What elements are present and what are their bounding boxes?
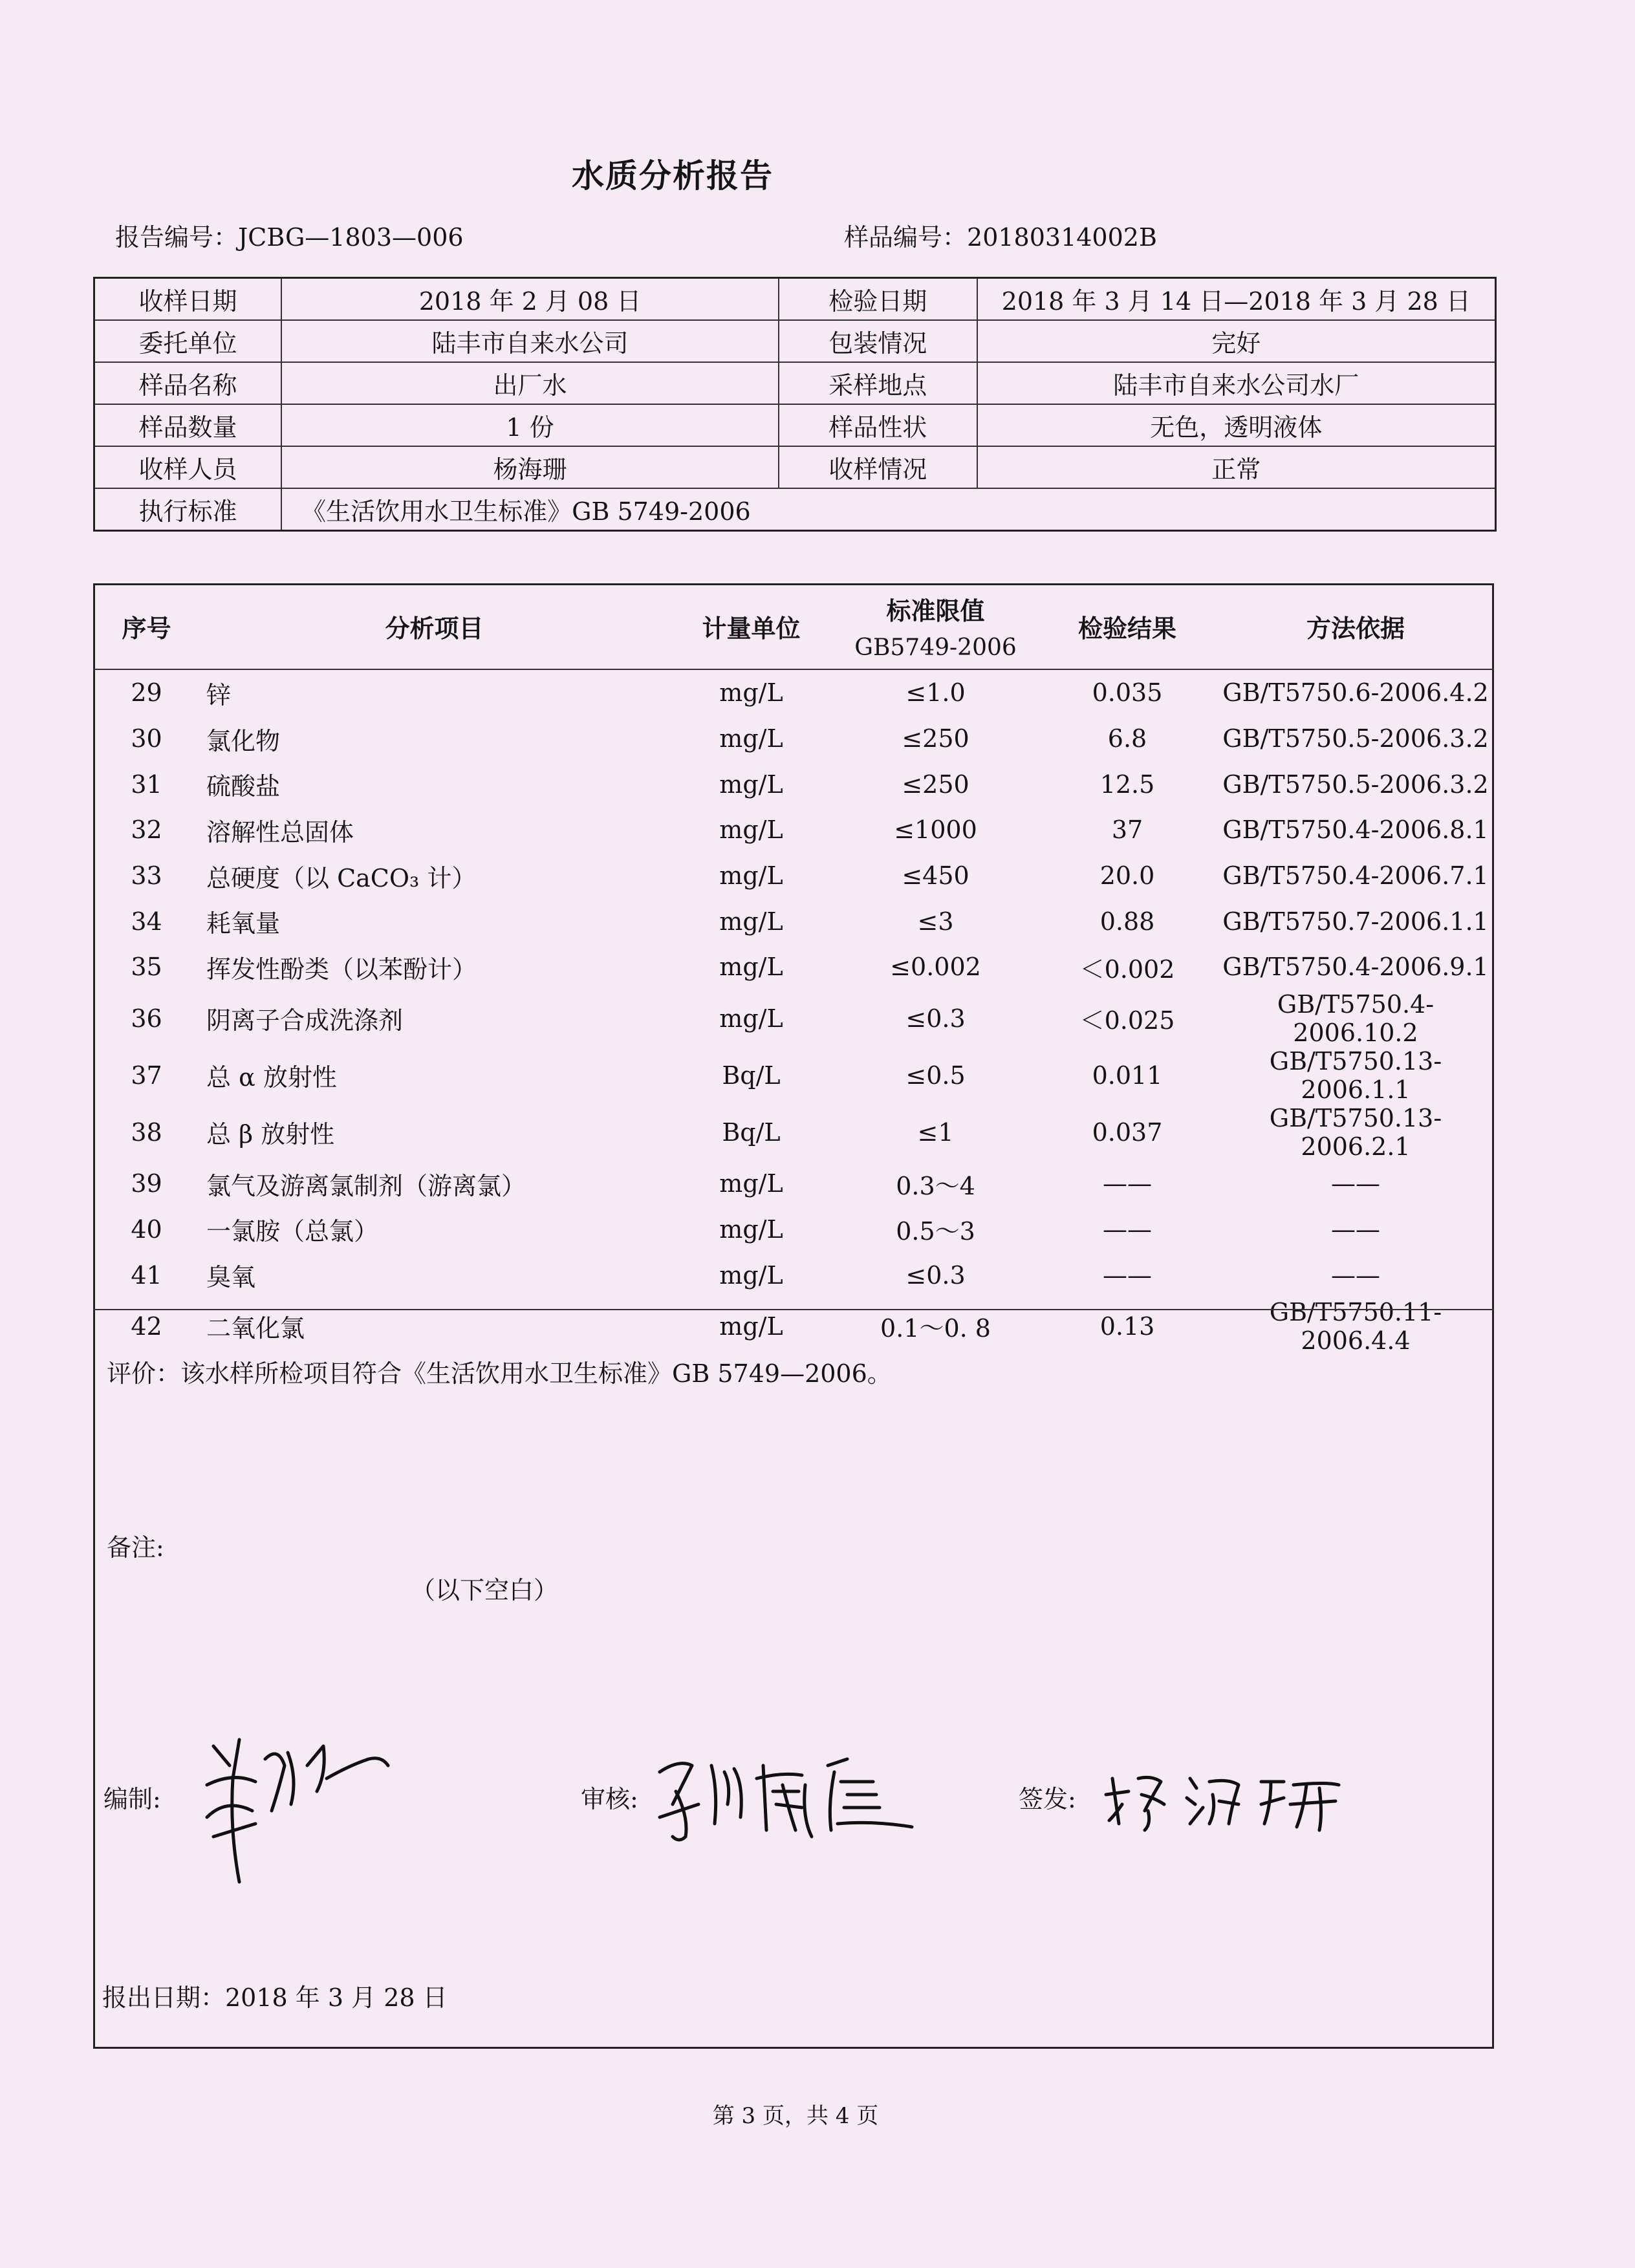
table-row bbox=[93, 1104, 1494, 1161]
info-value: 1 份 bbox=[281, 404, 779, 446]
results-divider bbox=[93, 1309, 1494, 1310]
item-unit: mg/L bbox=[719, 1312, 783, 1341]
reviewer-label: 审核: bbox=[581, 1785, 638, 1813]
report-date: 报出日期：2018 年 3 月 28 日 bbox=[102, 1983, 448, 2012]
standard-value: 《生活饮用水卫生标准》GB 5749-2006 bbox=[281, 488, 1495, 531]
item-no: 32 bbox=[131, 815, 162, 845]
item-limit: ≤1 bbox=[917, 1118, 954, 1147]
col-header-method: 方法依据 bbox=[1217, 583, 1494, 669]
item-unit: mg/L bbox=[719, 1260, 783, 1290]
item-no: 31 bbox=[131, 770, 162, 799]
info-label: 样品性状 bbox=[779, 404, 977, 446]
item-no: 33 bbox=[131, 861, 162, 891]
item-unit: mg/L bbox=[719, 770, 783, 799]
col-header-no: 序号 bbox=[93, 583, 200, 669]
item-method: —— bbox=[1331, 1215, 1380, 1244]
item-no: 40 bbox=[131, 1215, 162, 1244]
item-result: 12.5 bbox=[1099, 770, 1155, 799]
info-value: 陆丰市自来水公司 bbox=[281, 320, 779, 362]
item-method: GB/T5750.5-2006.3.2 bbox=[1222, 724, 1489, 753]
item-limit: 0.1～0. 8 bbox=[880, 1314, 991, 1343]
item-no: 30 bbox=[131, 724, 162, 753]
item-method: GB/T5750.4-2006.10.2 bbox=[1277, 989, 1435, 1047]
results-table bbox=[93, 583, 1494, 1355]
issuer-label: 签发: bbox=[1019, 1785, 1076, 1813]
item-result: 0.13 bbox=[1099, 1312, 1155, 1341]
report-number-value: JCBG—1803—006 bbox=[238, 223, 464, 252]
info-label: 检验日期 bbox=[779, 278, 977, 321]
item-limit: ≤0.3 bbox=[905, 1260, 966, 1290]
item-result: 37 bbox=[1111, 815, 1143, 845]
item-result: 6.8 bbox=[1107, 724, 1147, 753]
info-value: 2018 年 2 月 08 日 bbox=[281, 278, 779, 321]
table-row bbox=[93, 1298, 1494, 1355]
info-value: 2018 年 3 月 14 日—2018 年 3 月 28 日 bbox=[977, 278, 1496, 321]
item-method: GB/T5750.4-2006.9.1 bbox=[1222, 953, 1489, 982]
table-row bbox=[93, 1207, 1494, 1253]
info-label: 委托单位 bbox=[94, 320, 282, 362]
page-number: 第 3 页，共 4 页 bbox=[712, 2103, 879, 2129]
blank-below-note: （以下空白） bbox=[411, 1576, 559, 1604]
item-limit: ≤1.0 bbox=[905, 678, 966, 707]
item-no: 29 bbox=[131, 678, 162, 707]
report-title: 水质分析报告 bbox=[572, 157, 774, 195]
table-row bbox=[93, 761, 1494, 807]
item-no: 42 bbox=[131, 1312, 162, 1341]
info-row bbox=[94, 446, 1496, 488]
info-value: 杨海珊 bbox=[281, 446, 779, 488]
item-name: 总 α 放射性 bbox=[206, 1063, 337, 1092]
info-label: 样品数量 bbox=[94, 404, 282, 446]
col-header-item: 分析项目 bbox=[200, 583, 669, 669]
item-result: —— bbox=[1103, 1169, 1152, 1198]
evaluation-text: 评价：该水样所检项目符合《生活饮用水卫生标准》GB 5749—2006。 bbox=[107, 1359, 892, 1388]
item-result: ＜0.002 bbox=[1079, 955, 1175, 984]
info-value: 陆丰市自来水公司水厂 bbox=[977, 362, 1496, 404]
info-row bbox=[94, 404, 1496, 446]
info-row bbox=[94, 362, 1496, 404]
sample-number-value: 20180314002B bbox=[967, 223, 1157, 252]
item-limit: ≤0.3 bbox=[905, 1004, 966, 1033]
item-limit: ≤250 bbox=[902, 724, 969, 753]
item-no: 41 bbox=[131, 1260, 162, 1290]
item-unit: Bq/L bbox=[722, 1061, 781, 1090]
item-no: 34 bbox=[131, 907, 162, 936]
table-row bbox=[93, 807, 1494, 853]
report-number-label: 报告编号： bbox=[115, 223, 239, 252]
info-value: 完好 bbox=[977, 320, 1496, 362]
info-label: 收样日期 bbox=[94, 278, 282, 321]
item-method: GB/T5750.7-2006.1.1 bbox=[1222, 907, 1489, 936]
item-method: GB/T5750.13-2006.1.1 bbox=[1269, 1046, 1442, 1104]
item-method: GB/T5750.4-2006.7.1 bbox=[1222, 861, 1489, 891]
col-header-limit-title: 标准限值 bbox=[886, 597, 985, 625]
table-row bbox=[93, 1161, 1494, 1207]
item-no: 36 bbox=[131, 1004, 162, 1033]
info-label: 收样人员 bbox=[94, 446, 282, 488]
item-result: —— bbox=[1103, 1260, 1152, 1290]
info-value: 出厂水 bbox=[281, 362, 779, 404]
item-method: GB/T5750.5-2006.3.2 bbox=[1222, 770, 1489, 799]
item-limit: ≤3 bbox=[917, 907, 954, 936]
item-name: 硫酸盐 bbox=[206, 772, 281, 801]
item-limit: ≤250 bbox=[902, 770, 969, 799]
item-method: GB/T5750.4-2006.8.1 bbox=[1222, 815, 1489, 845]
item-no: 38 bbox=[131, 1118, 162, 1147]
info-value: 无色，透明液体 bbox=[977, 404, 1496, 446]
item-result: 20.0 bbox=[1099, 861, 1155, 891]
results-header-row bbox=[93, 583, 1494, 669]
info-label: 包装情况 bbox=[779, 320, 977, 362]
table-row bbox=[93, 898, 1494, 944]
info-row-standard bbox=[94, 488, 1496, 531]
remarks-label: 备注: bbox=[107, 1533, 164, 1562]
info-row bbox=[94, 320, 1496, 362]
item-result: 0.88 bbox=[1099, 907, 1155, 936]
item-no: 35 bbox=[131, 953, 162, 982]
item-result: ＜0.025 bbox=[1079, 1006, 1175, 1035]
item-no: 37 bbox=[131, 1061, 162, 1090]
item-method: GB/T5750.11-2006.4.4 bbox=[1269, 1297, 1442, 1355]
table-row bbox=[93, 669, 1494, 716]
item-unit: mg/L bbox=[719, 1169, 783, 1198]
item-name: 挥发性酚类（以苯酚计） bbox=[206, 955, 477, 984]
info-label: 采样地点 bbox=[779, 362, 977, 404]
item-name: 耗氧量 bbox=[206, 909, 281, 938]
compiler-label: 编制: bbox=[103, 1785, 161, 1813]
item-name: 溶解性总固体 bbox=[206, 817, 354, 847]
item-result: 0.011 bbox=[1092, 1061, 1163, 1090]
info-label: 样品名称 bbox=[94, 362, 282, 404]
item-limit: ≤450 bbox=[902, 861, 969, 891]
item-name: 锌 bbox=[206, 680, 232, 709]
item-name: 二氧化氯 bbox=[206, 1314, 305, 1343]
col-header-limit-standard: GB5749-2006 bbox=[854, 634, 1017, 661]
item-limit: ≤1000 bbox=[894, 815, 977, 845]
item-name: 总 β 放射性 bbox=[206, 1120, 335, 1149]
item-name: 氯化物 bbox=[206, 726, 281, 755]
item-limit: ≤0.002 bbox=[890, 953, 981, 982]
reviewer-signature bbox=[653, 1746, 931, 1856]
table-row bbox=[93, 1047, 1494, 1104]
table-row bbox=[93, 944, 1494, 990]
item-unit: mg/L bbox=[719, 861, 783, 891]
item-unit: mg/L bbox=[719, 678, 783, 707]
table-row bbox=[93, 1252, 1494, 1298]
info-row bbox=[94, 278, 1496, 321]
compiler-signature bbox=[194, 1720, 407, 1901]
sample-number-label: 样品编号： bbox=[844, 223, 968, 252]
item-limit: 0.3～4 bbox=[896, 1171, 975, 1200]
item-limit: ≤0.5 bbox=[905, 1061, 966, 1090]
item-unit: mg/L bbox=[719, 907, 783, 936]
item-name: 阴离子合成洗涤剂 bbox=[206, 1006, 404, 1035]
col-header-result: 检验结果 bbox=[1037, 583, 1217, 669]
issuer-signature bbox=[1099, 1759, 1345, 1837]
item-unit: Bq/L bbox=[722, 1118, 781, 1147]
item-name: 氯气及游离氯制剂（游离氯） bbox=[206, 1171, 526, 1200]
results-body bbox=[93, 669, 1494, 1355]
col-header-unit: 计量单位 bbox=[669, 583, 834, 669]
item-no: 39 bbox=[131, 1169, 162, 1198]
table-row bbox=[93, 716, 1494, 762]
item-method: —— bbox=[1331, 1169, 1380, 1198]
info-label: 收样情况 bbox=[779, 446, 977, 488]
sample-number bbox=[844, 217, 1157, 253]
item-unit: mg/L bbox=[719, 1215, 783, 1244]
item-limit: 0.5～3 bbox=[896, 1217, 975, 1246]
item-name: 一氯胺（总氯） bbox=[206, 1217, 379, 1246]
table-row bbox=[93, 853, 1494, 899]
standard-label: 执行标准 bbox=[94, 488, 282, 531]
col-header-limit bbox=[834, 583, 1037, 669]
report-number bbox=[115, 217, 464, 253]
item-result: 0.037 bbox=[1092, 1118, 1163, 1147]
item-result: —— bbox=[1103, 1215, 1152, 1244]
item-unit: mg/L bbox=[719, 815, 783, 845]
item-result: 0.035 bbox=[1092, 678, 1163, 707]
item-unit: mg/L bbox=[719, 953, 783, 982]
item-name: 臭氧 bbox=[206, 1263, 256, 1292]
item-method: —— bbox=[1331, 1260, 1380, 1290]
item-name: 总硬度（以 CaCO₃ 计） bbox=[206, 863, 477, 892]
item-unit: mg/L bbox=[719, 1004, 783, 1033]
item-unit: mg/L bbox=[719, 724, 783, 753]
item-method: GB/T5750.6-2006.4.2 bbox=[1222, 678, 1489, 707]
sample-info-table bbox=[93, 277, 1497, 532]
item-method: GB/T5750.13-2006.2.1 bbox=[1269, 1103, 1442, 1161]
table-row bbox=[93, 990, 1494, 1047]
info-value: 正常 bbox=[977, 446, 1496, 488]
